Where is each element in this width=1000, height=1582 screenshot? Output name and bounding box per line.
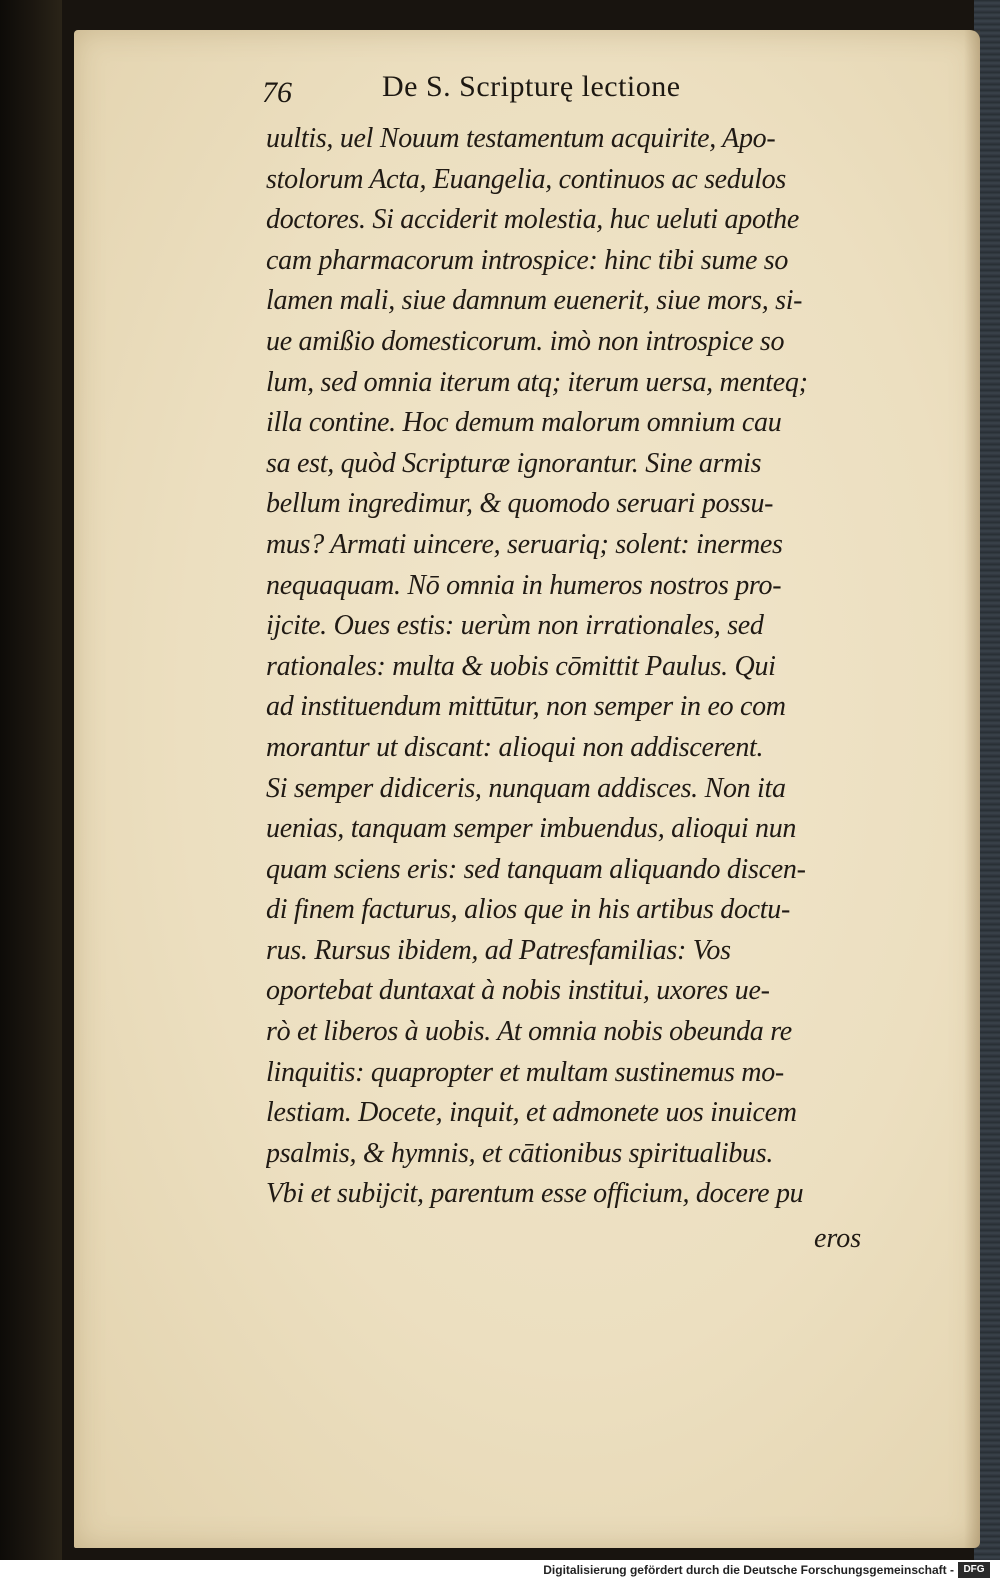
page-number: 76 <box>262 76 292 109</box>
dfg-logo: DFG <box>958 1562 990 1578</box>
text-line: lestiam. Docete, inquit, et admonete uos inuicem <box>266 1097 797 1129</box>
text-line: Vbi et subijcit, parentum esse officium, docere pu <box>266 1178 804 1210</box>
text-line: uultis, uel Nouum testamentum acquirite, Apo- <box>266 123 776 154</box>
text-line: lamen mali, siue damnum euenerit, siue mors, si- <box>266 285 803 317</box>
book-binding-left <box>0 0 62 1560</box>
text-line: ad instituendum mittūtur, non semper in eo com <box>266 691 786 723</box>
text-line: bellum ingredimur, & quomodo seruari possu- <box>266 488 774 520</box>
text-line: ijcite. Oues estis: uerùm non irrationales, sed <box>266 610 764 642</box>
text-line: di finem facturus, alios que in his artibus doctu- <box>266 894 790 926</box>
text-line: sa est, quòd Scripturæ ignorantur. Sine armis <box>266 447 762 479</box>
text-line: oportebat duntaxat à nobis institui, uxores ue- <box>266 975 770 1007</box>
text-line: morantur ut discant: alioqui non addiscerent. <box>266 731 764 763</box>
funding-note: Digitalisierung gefördert durch die Deutsche Forschungsgemeinschaft - <box>543 1563 954 1577</box>
text-line: rationales: multa & uobis cōmittit Paulus. Qui <box>266 650 776 682</box>
digitization-footer <box>0 1560 1000 1582</box>
text-line: uenias, tanquam semper imbuendus, alioqui nun <box>266 813 797 845</box>
text-line: linquitis: quapropter et multam sustinemus mo- <box>266 1056 784 1088</box>
text-line: ue amißio domesticorum. imò non introspice so <box>266 325 785 357</box>
text-line: lum, sed omnia iterum atq; iterum uersa, menteq; <box>266 366 808 398</box>
text-line: illa contine. Hoc demum malorum omnium cau <box>266 407 782 439</box>
text-line: cam pharmacorum introspice: hinc tibi sume so <box>266 244 789 276</box>
text-line: doctores. Si acciderit molestia, huc ueluti apothe <box>266 204 799 236</box>
page-edge-shadow <box>964 30 980 1548</box>
text-line: psalmis, & hymnis, et cātionibus spiritualibus. <box>266 1137 774 1169</box>
page-header <box>262 70 762 116</box>
running-title: De S. Scripturę lectione <box>382 70 681 103</box>
text-line: rò et liberos à uobis. At omnia nobis obeunda re <box>266 1016 792 1048</box>
body-text <box>266 119 878 1215</box>
text-line: rus. Rursus ibidem, ad Patresfamilias: Vos <box>266 934 731 966</box>
catchword: eros <box>814 1223 862 1254</box>
text-line: stolorum Acta, Euangelia, continuos ac sedulos <box>266 163 786 195</box>
text-line: quam sciens eris: sed tanquam aliquando discen- <box>266 853 806 885</box>
text-line: nequaquam. Nō omnia in humeros nostros pro- <box>266 569 782 601</box>
text-line: mus? Armati uincere, seruariq; solent: inermes <box>266 528 783 560</box>
text-line: Si semper didiceris, nunquam addisces. Non ita <box>266 772 786 804</box>
